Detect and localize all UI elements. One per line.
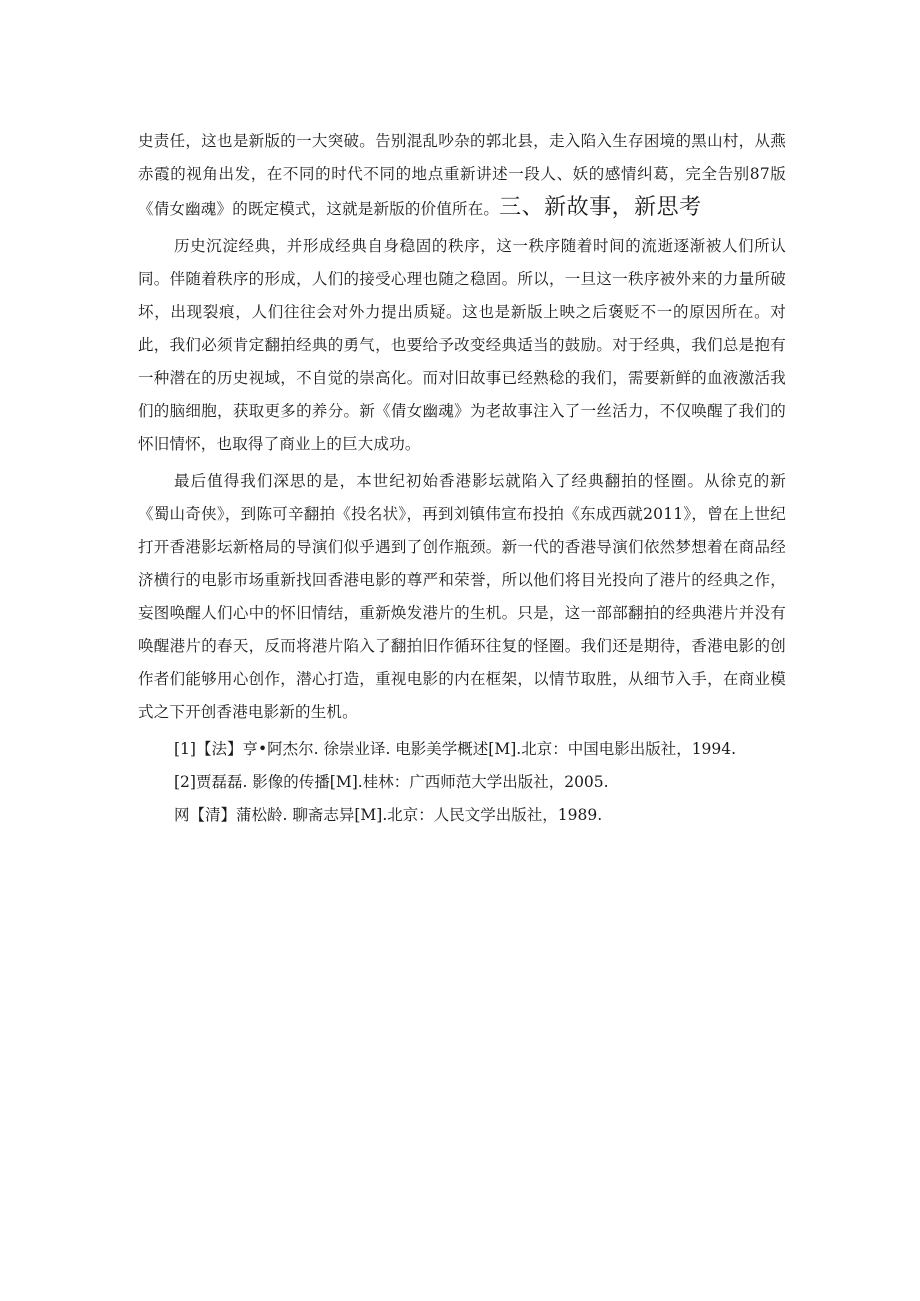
section-heading: 三、新故事，新思考 xyxy=(499,195,702,220)
reference-item-3: 网【清】蒲松龄. 聊斋志异[M].北京：人民文学出版社，1989. xyxy=(174,806,603,824)
paragraph-opening-text: 史责任，这也是新版的一大突破。告别混乱吵杂的郭北县，走入陷入生存困境的黑山村，从燕赤霞的视角出发，在不同的时代不同的地点重新讲述一段人、妖的感情纠葛，完全告别87版《倩女幽魂》的既定模式，这就是新版的价值所在。 xyxy=(138,132,786,218)
reference-item-2: [2]贾磊磊. 影像的传播[M].桂林：广西师范大学出版社，2005. xyxy=(174,773,609,791)
paragraph-opening xyxy=(138,125,786,226)
article-body xyxy=(138,125,786,832)
reference-item-1: [1]【法】亨•阿杰尔. 徐崇业译. 电影美学概述[M].北京：中国电影出版社，1994. xyxy=(174,740,737,758)
paragraph-3: 最后值得我们深思的是，本世纪初始香港影坛就陷入了经典翻拍的怪圈。从徐克的新《蜀山奇侠》，到陈可辛翻拍《投名状》，再到刘镇伟宣布投拍《东成西就2011》，曾在上世纪打开香港影坛新格局的导演们似乎遇到了创作瓶颈。新一代的香港导演们依然梦想着在商品经济横行的电影市场重新找回香港电影的尊严和荣誉，所以他们将目光投向了港片的经典之作，妄图唤醒人们心中的怀旧情结，重新焕发港片的生机。只是，这一部部翻拍的经典港片并没有唤醒港片的春天，反而将港片陷入了翻拍旧作循环往复的怪圈。我们还是期待，香港电影的创作者们能够用心创作，潜心打造，重视电影的内在框架，以情节取胜，从细节入手，在商业模式之下开创香港电影新的生机。 xyxy=(138,472,786,721)
paragraph-2: 历史沉淀经典，并形成经典自身稳固的秩序，这一秩序随着时间的流逝逐渐被人们所认同。伴随着秩序的形成，人们的接受心理也随之稳固。所以，一旦这一秩序被外来的力量所破坏，出现裂痕，人们往往会对外力提出质疑。这也是新版上映之后褒贬不一的原因所在。对此，我们必须肯定翻拍经典的勇气，也要给予改变经典适当的鼓励。对于经典，我们总是抱有一种潜在的历史视域，不自觉的崇高化。而对旧故事已经熟稔的我们，需要新鲜的血液激活我们的脑细胞，获取更多的养分。新《倩女幽魂》为老故事注入了一丝活力，不仅唤醒了我们的怀旧情怀，也取得了商业上的巨大成功。 xyxy=(138,237,786,453)
reference-list xyxy=(138,733,786,832)
